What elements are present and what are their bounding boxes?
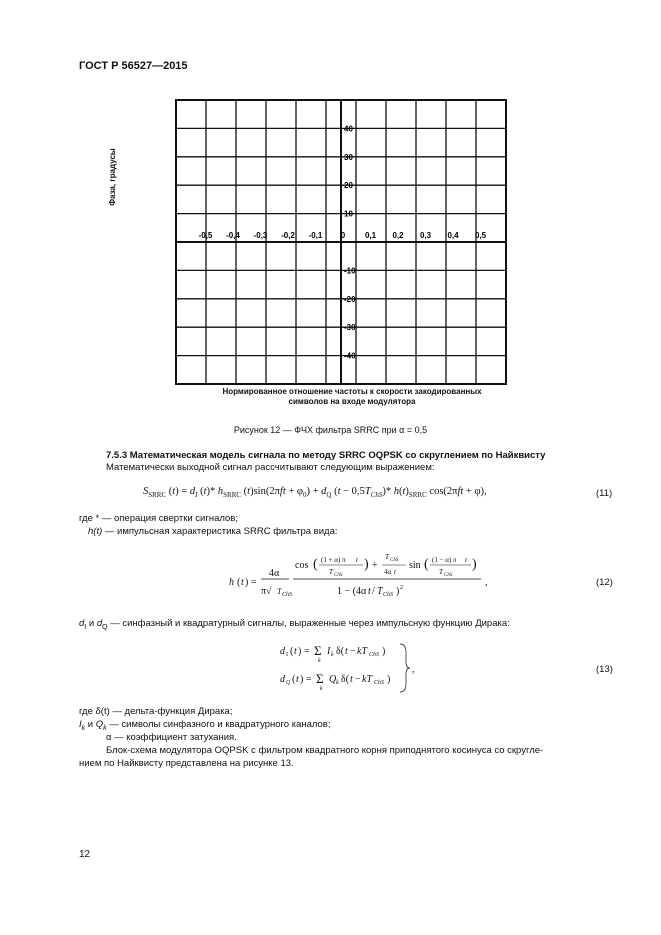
figure-caption: Рисунок 12 — ФЧХ фильтра SRRC при α = 0,5 <box>233 425 428 435</box>
svg-text:T: T <box>329 568 333 576</box>
y-tick-label: -10 <box>344 266 356 276</box>
definition-impulse-symbol: h(t) <box>88 526 103 537</box>
equation-12 <box>225 550 525 612</box>
svg-text:4α: 4α <box>269 568 280 579</box>
svg-text:ChS: ChS <box>369 652 380 658</box>
x-tick-label: -0,2 <box>281 231 295 240</box>
svg-text:ChS: ChS <box>390 558 399 563</box>
svg-text:d: d <box>280 646 285 657</box>
x-tick-label: -0,5 <box>198 231 213 240</box>
definition-convolution <box>79 512 238 525</box>
svg-text:Σ: Σ <box>316 671 324 686</box>
svg-text:k: k <box>318 658 321 664</box>
svg-text:sin: sin <box>409 560 421 571</box>
y-tick-label: 40 <box>344 124 353 134</box>
x-axis-label <box>198 387 506 407</box>
svg-text:/: / <box>372 586 375 597</box>
equation-13-number: (13) <box>596 664 613 675</box>
svg-text:Σ: Σ <box>314 643 322 658</box>
svg-text:,: , <box>412 664 415 675</box>
y-tick-label: 20 <box>344 181 353 191</box>
definition-alpha: α — коэффициент затухания. <box>106 732 237 743</box>
x-tick-labels <box>199 231 487 240</box>
svg-text:t: t <box>465 556 467 564</box>
svg-text:T: T <box>377 586 383 597</box>
svg-text:,: , <box>485 577 488 588</box>
svg-text:4α: 4α <box>384 568 392 576</box>
y-tick-label: -30 <box>344 323 356 333</box>
equation-12-number: (12) <box>596 577 613 588</box>
x-tick-label: -0,3 <box>253 231 268 240</box>
x-tick-label: 0,1 <box>364 231 377 240</box>
svg-text:kT: kT <box>357 646 367 657</box>
svg-text:) =: ) = <box>298 646 310 657</box>
x-axis-label-line1: Нормированное отношение частоты к скорости закодированных <box>222 387 482 396</box>
svg-text:k: k <box>320 686 323 692</box>
x-tick-label: 0,4 <box>447 231 459 240</box>
svg-text:t: t <box>345 646 348 657</box>
svg-text:(: ( <box>424 557 429 572</box>
svg-text:): ) <box>382 646 386 657</box>
paragraph-line1: Блок-схема модулятора OQPSK с фильтром квадратного корня приподнятого косинуса со скругле- <box>106 745 544 756</box>
x-tick-label: -0,4 <box>226 231 240 240</box>
definition-symbols: $I_k$ и $Q_k$ — символы синфазного и квадратурного каналов; <box>79 719 331 732</box>
svg-text:t: t <box>350 674 353 685</box>
section-heading: 7.5.3 Математическая модель сигнала по методу SRRC OQPSK со скруглением по Найквисту <box>106 450 546 461</box>
document-header: ГОСТ Р 56527—2015 <box>79 60 188 72</box>
x-axis-label-line2: символов на входе модулятора <box>288 397 416 406</box>
definition-dirac: где δ(t) — дельта-функция Дирака; <box>79 706 233 717</box>
definition-alpha-text: — коэффициент затухания. <box>114 732 237 743</box>
svg-text:Q: Q <box>329 674 337 685</box>
x-tick-label: 0,3 <box>419 231 432 240</box>
x-tick-label: 0 <box>340 231 346 240</box>
svg-text:ChS: ChS <box>374 680 385 686</box>
svg-text:k: k <box>331 652 334 658</box>
svg-text:ChS: ChS <box>444 573 453 578</box>
svg-text:kT: kT <box>362 674 372 685</box>
svg-text:(: ( <box>292 674 296 685</box>
svg-text:) =: ) = <box>245 577 257 588</box>
svg-text:cos: cos <box>295 560 309 571</box>
svg-text:t: t <box>296 674 299 685</box>
svg-text:(1 + α) π: (1 + α) π <box>321 556 346 564</box>
svg-text:T: T <box>277 587 282 596</box>
svg-text:): ) <box>387 674 391 685</box>
svg-text:k: k <box>336 680 339 686</box>
svg-text:h: h <box>229 577 234 588</box>
svg-text:T: T <box>385 553 389 561</box>
svg-text:(: ( <box>237 577 241 588</box>
svg-text:1 − (4α: 1 − (4α <box>337 586 367 597</box>
svg-text:T: T <box>439 568 443 576</box>
svg-text:δ(: δ( <box>341 674 350 685</box>
y-tick-label: -20 <box>344 294 356 304</box>
svg-text:δ(: δ( <box>336 646 345 657</box>
definition-symbols-text: — символы синфазного и квадратурного каналов; <box>109 719 331 730</box>
y-tick-label: -40 <box>344 351 356 361</box>
x-tick-label: 0,5 <box>474 231 487 240</box>
svg-text:I: I <box>286 652 288 658</box>
section-intro: Математически выходной сигнал рассчитывают следующим выражением: <box>106 462 435 473</box>
svg-text:ChS: ChS <box>334 573 343 578</box>
y-tick-label: 10 <box>344 209 353 219</box>
definition-impulse-text: — импульсная характеристика SRRC фильтра вида: <box>104 526 338 537</box>
dirac-sentence: $d_I$ и $d_Q$ — синфазный и квадратурный сигналы, выраженные через импульсную функцию Дирака: <box>79 618 510 631</box>
svg-text:+: + <box>372 560 378 571</box>
svg-text:(1 − α) π: (1 − α) π <box>432 556 457 564</box>
svg-text:ChS: ChS <box>282 592 293 598</box>
svg-text:I: I <box>327 646 331 657</box>
y-tick-label: 30 <box>344 152 353 162</box>
svg-text:d: d <box>280 674 285 685</box>
equation-11-number: (11) <box>596 488 613 499</box>
svg-text:) =: ) = <box>300 674 312 685</box>
x-tick-label: -0,1 <box>308 231 323 240</box>
svg-text:): ) <box>396 586 400 597</box>
svg-text:−: − <box>350 646 356 657</box>
phase-response-chart <box>150 95 530 385</box>
svg-text:(: ( <box>313 557 318 572</box>
paragraph-line2: нием по Найквисту представлена на рисунке 13. <box>79 758 294 769</box>
svg-text:t: t <box>356 556 358 564</box>
svg-text:Q: Q <box>286 680 291 686</box>
svg-text:t: t <box>294 646 297 657</box>
svg-text:−: − <box>355 674 361 685</box>
svg-text:): ) <box>364 557 369 572</box>
equation-13 <box>278 638 438 698</box>
definition-impulse <box>88 525 338 538</box>
svg-text:π√: π√ <box>261 586 272 597</box>
definition-convolution-symbol: где * <box>79 513 100 524</box>
svg-text:): ) <box>472 557 477 572</box>
svg-text:t: t <box>368 586 371 597</box>
svg-text:t: t <box>394 568 396 576</box>
equation-11: $S_{SRRC}$ $(t) = d_I$ (t)* $h_{SRRC}$ $(t)\sin(2\pi ft + \varphi_0) + d_Q$ $(t - 0,5T_{ChS})*$ $h(t)_{SRRC}$ cos(2πft + φ), <box>143 486 487 500</box>
dirac-sentence-text: — синфазный и квадратурный сигналы, выраженные через импульсную функцию Дирака: <box>110 618 510 629</box>
svg-text:ChS: ChS <box>383 592 394 598</box>
definition-convolution-text: — операция свертки сигналов; <box>101 513 238 524</box>
y-axis-label: Фаза, градусы <box>108 148 117 206</box>
svg-text:2: 2 <box>400 585 403 591</box>
chart-axes <box>176 100 506 384</box>
svg-text:(: ( <box>290 646 294 657</box>
svg-text:t: t <box>241 577 244 588</box>
page-number: 12 <box>79 849 91 860</box>
x-tick-label: 0,2 <box>392 231 404 240</box>
